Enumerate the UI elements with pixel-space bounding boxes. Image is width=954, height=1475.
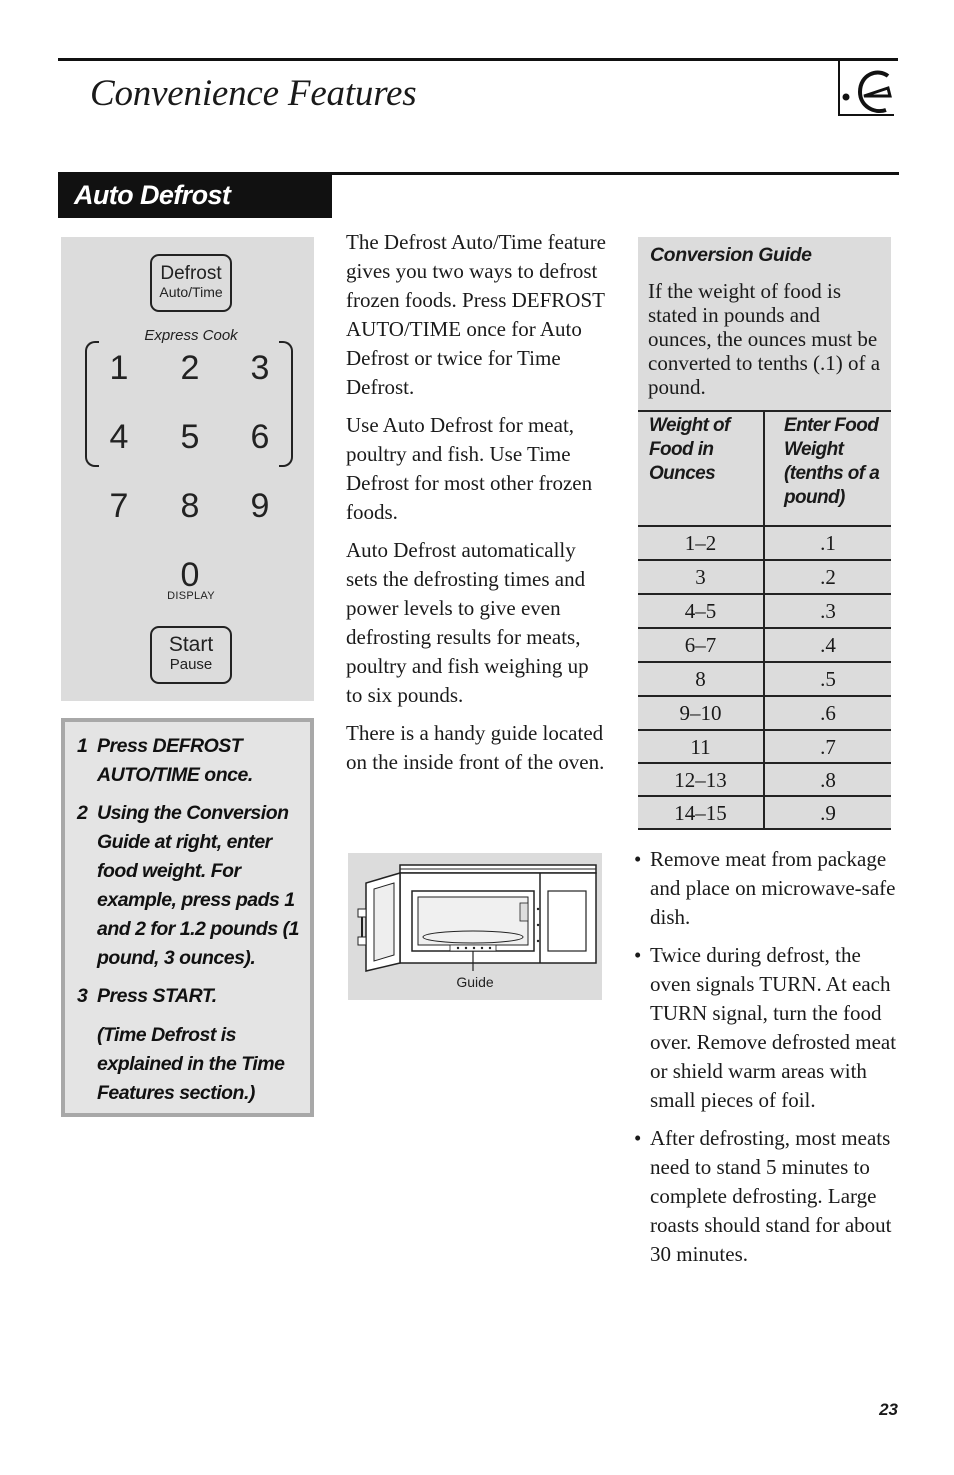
step-text: Press DEFROST AUTO/TIME once. [97,735,253,786]
oven-guide-figure [348,853,602,1000]
list-item-text: Twice during defrost, the oven signals TURN. At each TURN signal, turn the food over. Remove defrosted meat or shield warm areas with small pieces of foil. [650,943,897,1112]
bullet-icon: • [634,1126,642,1150]
list-item [634,941,899,1115]
body-paragraph: Auto Defrost automatically sets the defrosting times and power levels to give even defrosting results for meats, poultry and fish weighing up to six pounds. [346,538,589,707]
table-cell-tenths: .3 [820,599,836,623]
table-cell-tenths: .6 [820,701,836,725]
number-pad-7[interactable]: 7 [109,487,129,525]
bullet-icon: • [634,847,642,871]
table-row [638,661,891,695]
step-text: Press START. [97,985,217,1007]
step-number: 2 [77,802,88,824]
step-item [77,982,302,1011]
number-pad-3[interactable]: 3 [250,349,270,387]
tips-list [634,845,899,1278]
table-cell-ounces: 6–7 [684,633,717,657]
table-cell-ounces: 4–5 [684,599,717,623]
table-cell-tenths: .1 [820,531,836,555]
conversion-guide-box [638,237,891,830]
step-note [77,1021,302,1108]
top-rule [58,58,898,61]
defrost-auto-time-pad[interactable] [150,254,232,312]
number-pad-1[interactable]: 1 [109,349,129,387]
section-title: Auto Defrost [74,180,231,210]
table-row [638,729,891,763]
table-cell-tenths: .4 [820,633,836,657]
list-item-text: Remove meat from package and place on microwave-safe dish. [650,847,896,929]
number-pad-9[interactable]: 9 [250,487,270,525]
number-pad-0[interactable]: 0 [180,556,200,594]
number-pad-8[interactable]: 8 [180,487,200,525]
number-pad-5[interactable]: 5 [180,418,200,456]
ge-monogram-icon [838,60,894,116]
express-cook-label: Express Cook [144,327,238,344]
table-row [638,525,891,559]
start-pause-pad[interactable] [150,626,232,684]
list-item [634,845,899,932]
table-row [638,795,891,829]
start-pad-label: Start [168,633,214,656]
table-cell-tenths: .5 [820,667,836,691]
table-cell-ounces: 1–2 [684,531,717,555]
table-cell-tenths: .2 [820,565,836,589]
table-row [638,559,891,593]
list-item-text: After defrosting, most meats need to stand 5 minutes to complete defrosting. Large roasts should stand for about 30 minutes. [650,1126,892,1266]
table-row [638,593,891,627]
table-header-ounces: Weight of Food in Ounces [649,415,730,484]
steps-box [61,718,314,1117]
display-label: DISPLAY [167,590,215,602]
number-pad-4[interactable]: 4 [109,418,129,456]
bullet-icon: • [634,943,642,967]
keypad-illustration [61,237,314,701]
table-cell-ounces: 12–13 [674,768,727,792]
table-cell-tenths: .9 [820,801,836,825]
step-text: (Time Defrost is explained in the Time Features section.) [97,1024,285,1104]
guide-label: Guide [456,974,494,990]
step-item [77,732,302,790]
defrost-pad-sublabel: Auto/Time [159,284,223,300]
list-item [634,1124,899,1269]
table-row [638,695,891,729]
body-paragraph: The Defrost Auto/Time feature gives you two ways to defrost frozen foods. Press DEFROST AUTO/TIME once for Auto Defrost or twice for Time Defrost. [346,230,606,399]
table-cell-ounces: 8 [695,667,706,691]
step-number: 3 [77,985,88,1007]
table-cell-ounces: 11 [690,735,711,759]
start-pad-sublabel: Pause [169,656,213,673]
table-header-tenths: Enter Food Weight (tenths of a pound) [784,415,880,508]
page-number: 23 [879,1400,898,1419]
table-cell-tenths: .7 [820,735,836,759]
table-row [638,627,891,661]
defrost-pad-label: Defrost [160,263,222,284]
page-title: Convenience Features [90,73,417,114]
body-text-column [346,228,608,786]
body-paragraph: There is a handy guide located on the inside front of the oven. [346,721,605,774]
table-cell-ounces: 14–15 [674,801,727,825]
conversion-guide-description: If the weight of food is stated in pounds and ounces, the ounces must be converted to tenths (.1) of a pound. [648,279,881,399]
table-cell-ounces: 9–10 [679,701,722,725]
table-row [638,762,891,796]
step-text: Using the Conversion Guide at right, enter food weight. For example, press pads 1 and 2 for 1.2 pounds (1 pound, 3 ounces). [97,802,299,969]
body-paragraph: Use Auto Defrost for meat, poultry and fish. Use Time Defrost for most other frozen foods. [346,413,593,524]
table-bottom-rule [638,828,891,830]
table-cell-ounces: 3 [695,565,706,589]
conversion-guide-title: Conversion Guide [650,244,812,266]
table-cell-tenths: .8 [820,768,836,792]
step-item [77,799,302,973]
number-pad-2[interactable]: 2 [180,349,200,387]
step-number: 1 [77,735,88,757]
number-pad-6[interactable]: 6 [250,418,270,456]
section-tab [58,175,332,218]
